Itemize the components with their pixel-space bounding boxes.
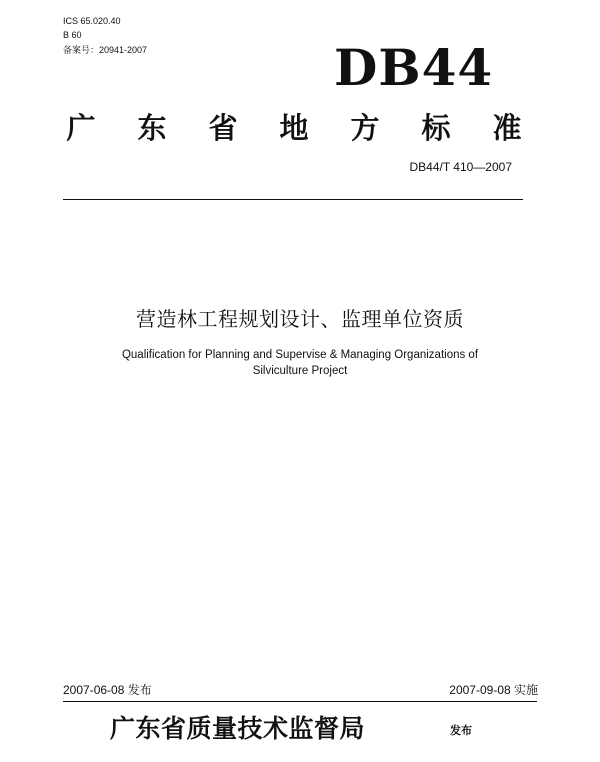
ics-code: ICS 65.020.40 (63, 16, 121, 26)
standard-code: DB44 (334, 38, 494, 97)
bottom-divider (63, 701, 537, 702)
heading-char: 准 (492, 110, 522, 145)
title-english (80, 347, 520, 379)
heading-char: 东 (137, 110, 167, 145)
top-divider (63, 199, 523, 200)
implementation-date: 2007-09-08 实施 (449, 683, 538, 697)
heading-char: 地 (279, 110, 309, 145)
classification-code: B 60 (63, 30, 82, 40)
heading-char: 广 (66, 110, 96, 145)
standard-number: DB44/T 410—2007 (409, 160, 512, 174)
heading-char: 方 (350, 110, 380, 145)
publish-label: 发布 (450, 724, 472, 737)
heading-char: 省 (208, 110, 238, 145)
record-number: 备案号：20941-2007 (63, 45, 148, 55)
title-chinese: 营造林工程规划设计、监理单位资质 (136, 307, 464, 331)
issuing-authority: 广东省质量技术监督局 (110, 714, 366, 743)
title-english-line: Qualification for Planning and Supervise & Managing Organizations of (121, 349, 479, 361)
provincial-standard-heading (63, 106, 525, 146)
title-english-line: Silviculture Project (252, 365, 348, 377)
issue-date: 2007-06-08 发布 (63, 683, 152, 697)
heading-char: 标 (421, 110, 451, 145)
